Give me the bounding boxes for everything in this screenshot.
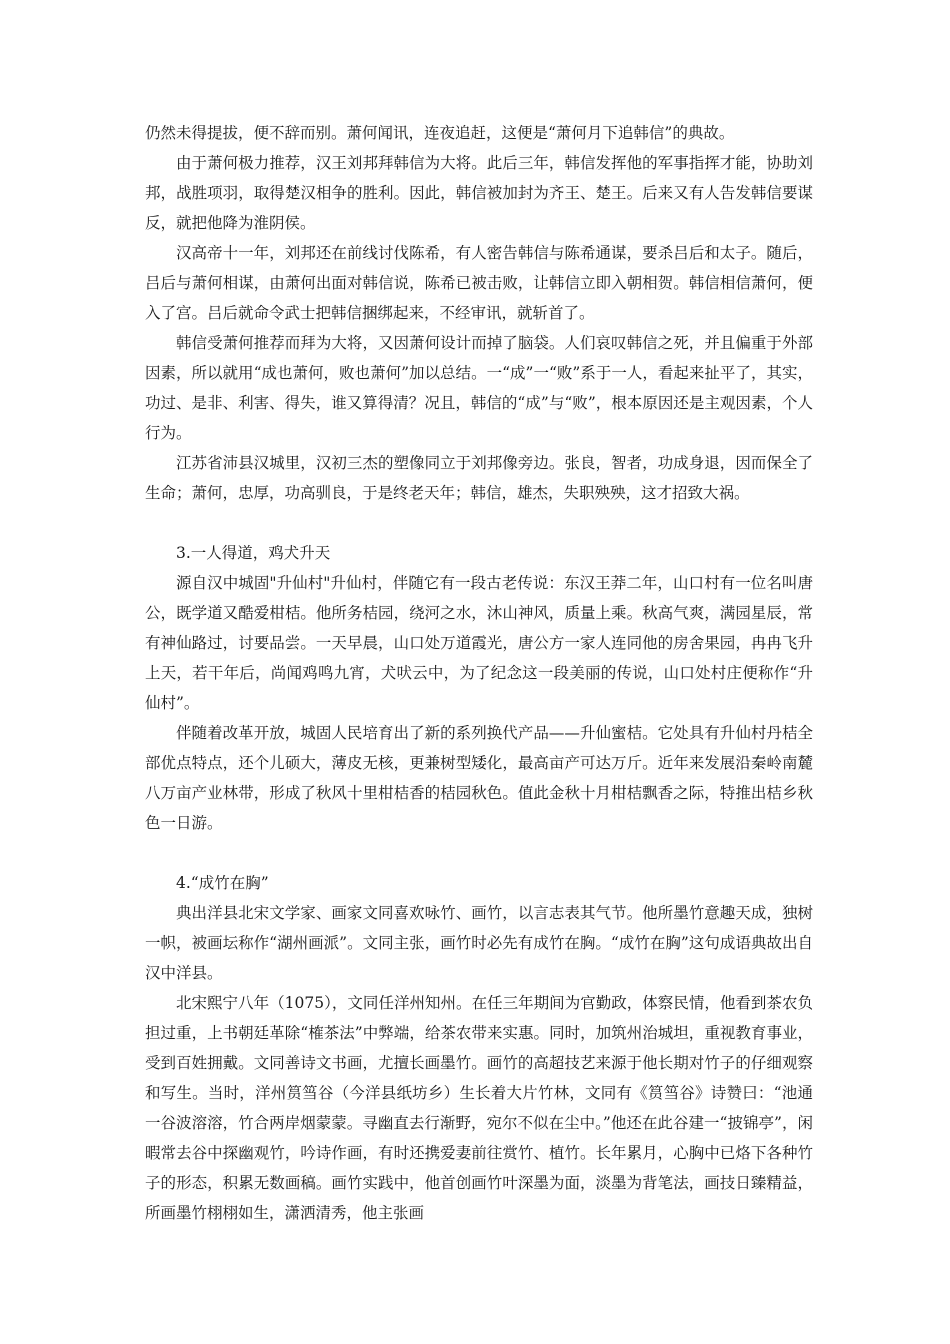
section-heading: 3.一人得道，鸡犬升天 xyxy=(176,544,331,562)
paragraph: 汉高帝十一年，刘邦还在前线讨伐陈希，有人密告韩信与陈希通谋，要杀吕后和太子。随后，吕后与萧何相谋，由萧何出面对韩信说，陈希已被击败，让韩信立即入朝相贺。韩信相信萧何，便入了宫。吕后就命令武士把韩信捆绑起来，不经审讯，就斩首了。 xyxy=(145,244,813,322)
paragraph: 由于萧何极力推荐，汉王刘邦拜韩信为大将。此后三年，韩信发挥他的军事指挥才能，协助刘邦，战胜项羽，取得楚汉相争的胜利。因此，韩信被加封为齐王、楚王。后来又有人告发韩信要谋反，就把他降为淮阴侯。 xyxy=(145,154,813,232)
paragraph: 江苏省沛县汉城里，汉初三杰的塑像同立于刘邦像旁边。张良，智者，功成身退，因而保全了生命；萧何，忠厚，功高驯良，于是终老天年；韩信，雄杰，失职殃殃，这才招致大祸。 xyxy=(145,454,813,502)
paragraph: 北宋熙宁八年（1075），文同任洋州知州。在任三年期间为官勤政，体察民情，他看到茶农负担过重，上书朝廷革除“榷茶法”中弊端，给茶农带来实惠。同时，加筑州治城坦，重视教育事业，受到百姓拥戴。文同善诗文书画，尤擅长画墨竹。画竹的高超技艺来源于他长期对竹子的仔细观察和写生。当时，洋州筼筜谷（今洋县纸坊乡）生长着大片竹林，文同有《筼筜谷》诗赞曰：“池通一谷波溶溶，竹合两岸烟蒙蒙。寻幽直去行渐野，宛尔不似在尘中。”他还在此谷建一“披锦亭”，闲暇常去谷中探幽观竹，吟诗作画，有时还携爱妻前往赏竹、植竹。长年累月，心胸中已烙下各种竹子的形态，积累无数画稿。画竹实践中，他首创画竹叶深墨为面，淡墨为背笔法，画技日臻精益，所画墨竹栩栩如生，潇洒清秀，他主张画 xyxy=(145,994,813,1222)
paragraph: 典出洋县北宋文学家、画家文同喜欢咏竹、画竹，以言志表其气节。他所墨竹意趣天成，独树一帜，被画坛称作“湖州画派”。文同主张，画竹时必先有成竹在胸。“成竹在胸”这句成语典故出自汉中洋县。 xyxy=(145,904,813,982)
paragraph: 伴随着改革开放，城固人民培育出了新的系列换代产品——升仙蜜桔。它处具有升仙村丹桔全部优点特点，还个儿硕大，薄皮无核，更兼树型矮化，最高亩产可达万斤。近年来发展沿秦岭南麓八万亩产业林带，形成了秋风十里柑桔香的桔园秋色。值此金秋十月柑桔飘香之际，特推出桔乡秋色一日游。 xyxy=(145,724,813,832)
paragraph: 仍然未得提拔，便不辞而别。萧何闻讯，连夜追赶，这便是“萧何月下追韩信”的典故。 xyxy=(145,124,735,142)
section-spacer xyxy=(145,508,813,538)
paragraph: 源自汉中城固"升仙村"升仙村，伴随它有一段古老传说：东汉王莽二年，山口村有一位名叫唐公，既学道又酷爱柑桔。他所务桔园，绕河之水，沐山神风，质量上乘。秋高气爽，满园星辰，常有神仙路过，讨要品尝。一天早晨，山口处万道霞光，唐公方一家人连同他的房舍果园，冉冉飞升上天，若干年后，尚闻鸡鸣九宵，犬吠云中，为了纪念这一段美丽的传说，山口处村庄便称作“升仙村”。 xyxy=(145,574,813,712)
section-spacer xyxy=(145,838,813,868)
paragraph: 韩信受萧何推荐而拜为大将，又因萧何设计而掉了脑袋。人们哀叹韩信之死，并且偏重于外部因素，所以就用“成也萧何，败也萧何”加以总结。一“成”一“败”系于一人，看起来扯平了，其实，功过、是非、利害、得失，谁又算得清？况且，韩信的“成”与“败”，根本原因还是主观因素，个人行为。 xyxy=(145,334,813,442)
document-body xyxy=(145,118,813,1228)
section-heading: 4.“成竹在胸” xyxy=(176,874,269,892)
